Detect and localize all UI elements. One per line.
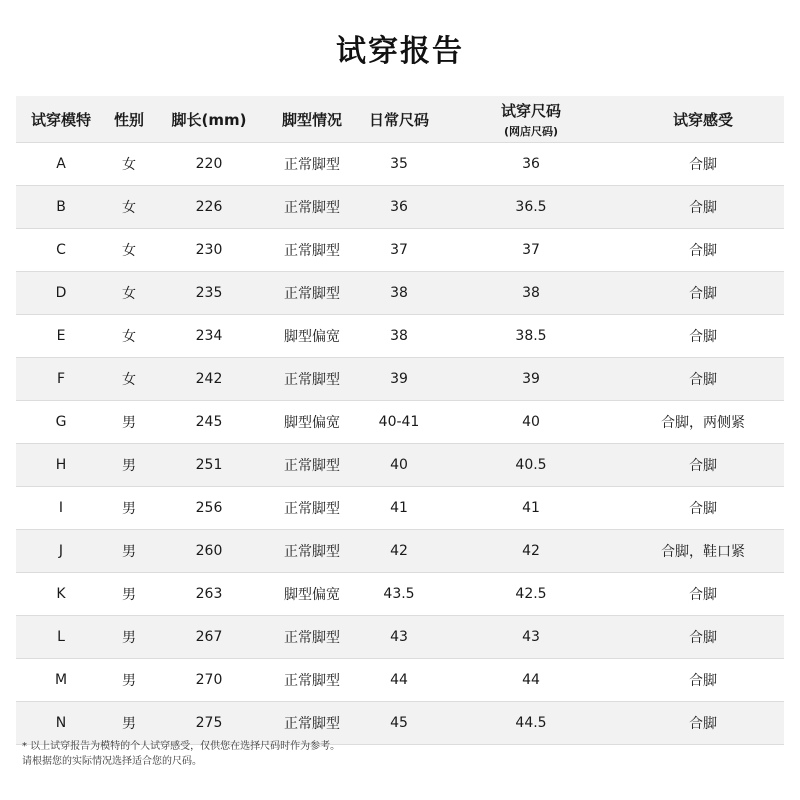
cell-daily-size: 43.5 — [383, 586, 415, 602]
table-row — [16, 401, 784, 444]
table-row — [16, 444, 784, 487]
cell-trial-size: 40.5 — [515, 457, 547, 473]
cell-feeling: 合脚 — [689, 200, 717, 216]
cell-gender: 女 — [122, 329, 136, 345]
header-foot-length: 脚长(mm) — [171, 110, 247, 129]
cell-foot-length: 226 — [195, 199, 223, 215]
cell-daily-size: 40 — [390, 457, 408, 473]
cell-feeling: 合脚 — [689, 157, 717, 173]
cell-foot-type: 正常脚型 — [284, 243, 340, 259]
cell-feeling: 合脚，鞋口紧 — [661, 544, 745, 560]
cell-gender: 女 — [122, 372, 136, 388]
cell-daily-size: 37 — [390, 242, 408, 258]
table-row — [16, 487, 784, 530]
cell-foot-length: 242 — [195, 371, 223, 387]
cell-daily-size: 41 — [390, 500, 408, 516]
cell-trial-size: 42.5 — [515, 586, 547, 602]
cell-feeling: 合脚 — [689, 243, 717, 259]
footnote-1: * 以上试穿报告为模特的个人试穿感受，仅供您在选择尺码时作为参考。 — [22, 741, 341, 752]
cell-foot-length: 230 — [195, 242, 223, 258]
table-row — [16, 186, 784, 229]
header-trial-size — [440, 100, 622, 139]
cell-daily-size: 38 — [390, 328, 408, 344]
cell-trial-size: 39 — [522, 371, 540, 387]
cell-gender: 男 — [122, 415, 136, 431]
cell-daily-size: 35 — [390, 156, 408, 172]
cell-model: F — [56, 371, 66, 387]
table-row — [16, 272, 784, 315]
cell-model: M — [54, 672, 68, 688]
table-row — [16, 143, 784, 186]
cell-gender: 男 — [122, 630, 136, 646]
cell-foot-length: 260 — [195, 543, 223, 559]
cell-trial-size: 43 — [522, 629, 540, 645]
report-title: 试穿报告 — [336, 34, 464, 69]
cell-foot-type: 正常脚型 — [284, 372, 340, 388]
cell-daily-size: 40-41 — [378, 414, 420, 430]
cell-feeling: 合脚 — [689, 329, 717, 345]
table-row — [16, 616, 784, 659]
cell-gender: 女 — [122, 243, 136, 259]
table-row — [16, 659, 784, 702]
cell-trial-size: 44.5 — [515, 715, 547, 731]
table-row — [16, 315, 784, 358]
cell-daily-size: 44 — [390, 672, 408, 688]
cell-trial-size: 38.5 — [515, 328, 547, 344]
cell-model: N — [55, 715, 67, 731]
cell-foot-length: 256 — [195, 500, 223, 516]
cell-foot-length: 267 — [195, 629, 223, 645]
cell-trial-size: 37 — [522, 242, 540, 258]
header-daily-size: 日常尺码 — [368, 110, 429, 129]
cell-model: J — [58, 543, 64, 559]
cell-feeling: 合脚 — [689, 587, 717, 603]
cell-feeling: 合脚 — [689, 372, 717, 388]
cell-foot-length: 263 — [195, 586, 223, 602]
cell-foot-type: 脚型偏宽 — [284, 329, 340, 345]
cell-foot-length: 234 — [195, 328, 223, 344]
cell-gender: 男 — [122, 458, 136, 474]
cell-model: E — [56, 328, 66, 344]
cell-foot-length: 270 — [195, 672, 223, 688]
cell-trial-size: 38 — [522, 285, 540, 301]
cell-trial-size: 41 — [522, 500, 540, 516]
cell-trial-size: 40 — [522, 414, 540, 430]
fit-report-table — [16, 96, 784, 745]
table-row — [16, 573, 784, 616]
cell-gender: 女 — [122, 286, 136, 302]
cell-feeling: 合脚 — [689, 673, 717, 689]
cell-foot-type: 正常脚型 — [284, 630, 340, 646]
cell-foot-length: 275 — [195, 715, 223, 731]
cell-daily-size: 45 — [390, 715, 408, 731]
cell-model: B — [56, 199, 66, 215]
cell-gender: 女 — [122, 157, 136, 173]
cell-daily-size: 36 — [390, 199, 408, 215]
header-trial-size-label: 试穿尺码 — [500, 101, 561, 120]
table-header-row — [16, 96, 784, 143]
table-row — [16, 229, 784, 272]
cell-feeling: 合脚 — [689, 458, 717, 474]
cell-gender: 女 — [122, 200, 136, 216]
cell-foot-type: 脚型偏宽 — [284, 587, 340, 603]
cell-foot-type: 正常脚型 — [284, 458, 340, 474]
table-row — [16, 358, 784, 401]
cell-gender: 男 — [122, 544, 136, 560]
cell-gender: 男 — [122, 716, 136, 732]
cell-daily-size: 38 — [390, 285, 408, 301]
cell-model: C — [56, 242, 66, 258]
header-feeling: 试穿感受 — [672, 110, 733, 129]
cell-model: G — [55, 414, 67, 430]
header-trial-size-sub: (网店尺码) — [503, 124, 559, 138]
cell-feeling: 合脚，两侧紧 — [661, 415, 745, 431]
cell-foot-length: 220 — [195, 156, 223, 172]
cell-gender: 男 — [122, 501, 136, 517]
cell-trial-size: 36 — [522, 156, 540, 172]
cell-trial-size: 44 — [522, 672, 540, 688]
cell-feeling: 合脚 — [689, 501, 717, 517]
cell-model: A — [56, 156, 66, 172]
header-gender: 性别 — [113, 110, 144, 129]
footnote-2: 请根据您的实际情况选择适合您的尺码。 — [22, 756, 202, 767]
cell-foot-length: 235 — [195, 285, 223, 301]
cell-model: H — [55, 457, 67, 473]
cell-foot-type: 正常脚型 — [284, 544, 340, 560]
table-row — [16, 530, 784, 573]
cell-foot-length: 245 — [195, 414, 223, 430]
cell-trial-size: 36.5 — [515, 199, 547, 215]
cell-daily-size: 39 — [390, 371, 408, 387]
table-body — [16, 143, 784, 745]
cell-gender: 男 — [122, 587, 136, 603]
cell-feeling: 合脚 — [689, 630, 717, 646]
cell-gender: 男 — [122, 673, 136, 689]
cell-foot-type: 正常脚型 — [284, 716, 340, 732]
cell-foot-type: 正常脚型 — [284, 286, 340, 302]
cell-model: K — [56, 586, 66, 602]
cell-daily-size: 42 — [390, 543, 408, 559]
cell-foot-type: 脚型偏宽 — [284, 415, 340, 431]
cell-foot-type: 正常脚型 — [284, 673, 340, 689]
cell-trial-size: 42 — [522, 543, 540, 559]
cell-foot-type: 正常脚型 — [284, 157, 340, 173]
cell-model: D — [55, 285, 67, 301]
cell-foot-type: 正常脚型 — [284, 501, 340, 517]
cell-feeling: 合脚 — [689, 716, 717, 732]
cell-feeling: 合脚 — [689, 286, 717, 302]
cell-foot-type: 正常脚型 — [284, 200, 340, 216]
cell-foot-length: 251 — [195, 457, 223, 473]
cell-model: I — [58, 500, 64, 516]
cell-model: L — [57, 629, 65, 645]
header-model: 试穿模特 — [30, 110, 91, 129]
cell-daily-size: 43 — [390, 629, 408, 645]
header-foot-type: 脚型情况 — [281, 110, 342, 129]
